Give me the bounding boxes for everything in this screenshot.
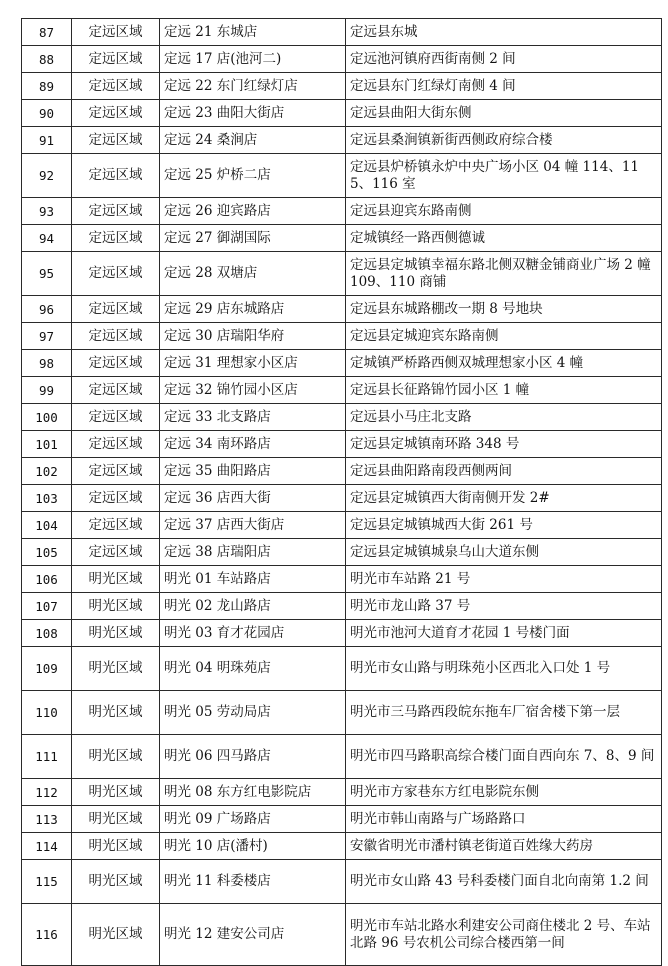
store-address: 明光市女山路 43 号科委楼门面自北向南第 1.2 间 xyxy=(346,860,662,904)
store-address: 明光市池河大道育才花园 1 号楼门面 xyxy=(346,620,662,647)
store-name: 定远 23 曲阳大街店 xyxy=(160,100,346,127)
store-region: 定远区域 xyxy=(72,225,160,252)
store-address: 定远县曲阳大街东侧 xyxy=(346,100,662,127)
store-name: 明光 09 广场路店 xyxy=(160,806,346,833)
store-address: 定远县东门红绿灯南侧 4 间 xyxy=(346,73,662,100)
table-row xyxy=(22,404,662,431)
store-number: 94 xyxy=(22,225,72,252)
store-region: 明光区域 xyxy=(72,620,160,647)
store-name: 定远 32 锦竹园小区店 xyxy=(160,377,346,404)
table-row xyxy=(22,833,662,860)
store-name: 明光 08 东方红电影院店 xyxy=(160,779,346,806)
store-number: 92 xyxy=(22,154,72,198)
store-name: 明光 01 车站路店 xyxy=(160,566,346,593)
store-address: 定远县炉桥镇永炉中央广场小区 04 幢 114、115、116 室 xyxy=(346,154,662,198)
store-address: 定远县定城镇南环路 348 号 xyxy=(346,431,662,458)
store-number: 93 xyxy=(22,198,72,225)
table-row xyxy=(22,198,662,225)
store-name: 定远 26 迎宾路店 xyxy=(160,198,346,225)
table-row xyxy=(22,620,662,647)
store-number: 103 xyxy=(22,485,72,512)
store-number: 104 xyxy=(22,512,72,539)
table-row xyxy=(22,431,662,458)
table-row xyxy=(22,323,662,350)
store-address: 定远县定城镇城泉乌山大道东侧 xyxy=(346,539,662,566)
store-region: 定远区域 xyxy=(72,154,160,198)
store-number: 96 xyxy=(22,296,72,323)
store-address: 明光市女山路与明珠苑小区西北入口处 1 号 xyxy=(346,647,662,691)
table-row xyxy=(22,100,662,127)
store-address: 定远县定城镇西大街南侧开发 2# xyxy=(346,485,662,512)
table-row xyxy=(22,19,662,46)
table-row xyxy=(22,127,662,154)
store-number: 115 xyxy=(22,860,72,904)
store-number: 97 xyxy=(22,323,72,350)
store-address: 定远县迎宾东路南侧 xyxy=(346,198,662,225)
store-number: 100 xyxy=(22,404,72,431)
store-number: 112 xyxy=(22,779,72,806)
store-number: 116 xyxy=(22,904,72,966)
store-number: 106 xyxy=(22,566,72,593)
store-name: 明光 05 劳动局店 xyxy=(160,691,346,735)
table-row xyxy=(22,296,662,323)
store-number: 87 xyxy=(22,19,72,46)
store-name: 定远 38 店瑞阳店 xyxy=(160,539,346,566)
store-number: 88 xyxy=(22,46,72,73)
store-address: 明光市车站北路水利建安公司商住楼北 2 号、车站北路 96 号农机公司综合楼西第一间 xyxy=(346,904,662,966)
store-region: 明光区域 xyxy=(72,904,160,966)
store-region: 定远区域 xyxy=(72,100,160,127)
store-address: 明光市车站路 21 号 xyxy=(346,566,662,593)
store-name: 定远 31 理想家小区店 xyxy=(160,350,346,377)
table-row xyxy=(22,539,662,566)
store-address: 明光市方家巷东方红电影院东侧 xyxy=(346,779,662,806)
store-region: 定远区域 xyxy=(72,19,160,46)
store-address: 明光市韩山南路与广场路路口 xyxy=(346,806,662,833)
store-region: 明光区域 xyxy=(72,593,160,620)
table-row xyxy=(22,593,662,620)
store-region: 明光区域 xyxy=(72,779,160,806)
table-row xyxy=(22,458,662,485)
store-region: 定远区域 xyxy=(72,198,160,225)
table-row xyxy=(22,377,662,404)
store-number: 110 xyxy=(22,691,72,735)
table-row xyxy=(22,904,662,966)
store-name: 明光 10 店(潘村) xyxy=(160,833,346,860)
store-number: 95 xyxy=(22,252,72,296)
store-address: 明光市龙山路 37 号 xyxy=(346,593,662,620)
store-address: 定远池河镇府西街南侧 2 间 xyxy=(346,46,662,73)
store-region: 定远区域 xyxy=(72,350,160,377)
store-table xyxy=(21,18,662,966)
store-name: 定远 35 曲阳路店 xyxy=(160,458,346,485)
store-name: 明光 04 明珠苑店 xyxy=(160,647,346,691)
store-address: 明光市三马路西段皖东拖车厂宿舍楼下第一层 xyxy=(346,691,662,735)
store-name: 明光 02 龙山路店 xyxy=(160,593,346,620)
store-number: 102 xyxy=(22,458,72,485)
store-table-body xyxy=(22,19,662,966)
store-address: 定远县定城镇幸福东路北侧双糖金铺商业广场 2 幢 109、110 商铺 xyxy=(346,252,662,296)
store-region: 明光区域 xyxy=(72,691,160,735)
store-number: 89 xyxy=(22,73,72,100)
store-address: 定远县东城路棚改一期 8 号地块 xyxy=(346,296,662,323)
store-address: 定远县桑涧镇新街西侧政府综合楼 xyxy=(346,127,662,154)
store-name: 明光 03 育才花园店 xyxy=(160,620,346,647)
store-region: 明光区域 xyxy=(72,833,160,860)
store-name: 定远 22 东门红绿灯店 xyxy=(160,73,346,100)
store-region: 定远区域 xyxy=(72,127,160,154)
store-address: 定远县长征路锦竹园小区 1 幢 xyxy=(346,377,662,404)
store-name: 定远 24 桑涧店 xyxy=(160,127,346,154)
store-address: 安徽省明光市潘村镇老街道百姓缘大药房 xyxy=(346,833,662,860)
store-name: 定远 36 店西大街 xyxy=(160,485,346,512)
store-region: 明光区域 xyxy=(72,566,160,593)
table-row xyxy=(22,779,662,806)
store-region: 定远区域 xyxy=(72,539,160,566)
table-row xyxy=(22,46,662,73)
store-address: 定远县东城 xyxy=(346,19,662,46)
table-row xyxy=(22,154,662,198)
store-address: 明光市四马路职高综合楼门面自西向东 7、8、9 间 xyxy=(346,735,662,779)
store-name: 定远 30 店瑞阳华府 xyxy=(160,323,346,350)
table-row xyxy=(22,806,662,833)
store-name: 定远 25 炉桥二店 xyxy=(160,154,346,198)
store-address: 定城镇严桥路西侧双城理想家小区 4 幢 xyxy=(346,350,662,377)
store-region: 明光区域 xyxy=(72,806,160,833)
store-name: 定远 28 双塘店 xyxy=(160,252,346,296)
store-address: 定远县定城镇城西大街 261 号 xyxy=(346,512,662,539)
store-number: 101 xyxy=(22,431,72,458)
store-region: 定远区域 xyxy=(72,431,160,458)
store-region: 明光区域 xyxy=(72,860,160,904)
store-name: 定远 27 御湖国际 xyxy=(160,225,346,252)
store-region: 定远区域 xyxy=(72,252,160,296)
store-region: 明光区域 xyxy=(72,735,160,779)
store-address: 定远县小马庄北支路 xyxy=(346,404,662,431)
store-region: 定远区域 xyxy=(72,46,160,73)
store-name: 定远 17 店(池河二) xyxy=(160,46,346,73)
table-row xyxy=(22,647,662,691)
table-row xyxy=(22,566,662,593)
store-name: 定远 29 店东城路店 xyxy=(160,296,346,323)
table-row xyxy=(22,225,662,252)
store-name: 定远 33 北支路店 xyxy=(160,404,346,431)
store-number: 113 xyxy=(22,806,72,833)
store-number: 114 xyxy=(22,833,72,860)
table-row xyxy=(22,512,662,539)
store-number: 109 xyxy=(22,647,72,691)
store-name: 明光 06 四马路店 xyxy=(160,735,346,779)
store-number: 98 xyxy=(22,350,72,377)
table-row xyxy=(22,252,662,296)
store-number: 107 xyxy=(22,593,72,620)
store-name: 明光 12 建安公司店 xyxy=(160,904,346,966)
store-region: 定远区域 xyxy=(72,404,160,431)
store-region: 定远区域 xyxy=(72,323,160,350)
table-row xyxy=(22,350,662,377)
store-name: 定远 21 东城店 xyxy=(160,19,346,46)
table-row xyxy=(22,860,662,904)
store-region: 定远区域 xyxy=(72,73,160,100)
store-name: 明光 11 科委楼店 xyxy=(160,860,346,904)
store-address: 定远县曲阳路南段西侧两间 xyxy=(346,458,662,485)
store-number: 105 xyxy=(22,539,72,566)
table-row xyxy=(22,485,662,512)
store-region: 定远区域 xyxy=(72,377,160,404)
table-row xyxy=(22,73,662,100)
store-name: 定远 34 南环路店 xyxy=(160,431,346,458)
store-address: 定远县定城迎宾东路南侧 xyxy=(346,323,662,350)
store-number: 111 xyxy=(22,735,72,779)
store-name: 定远 37 店西大街店 xyxy=(160,512,346,539)
store-region: 定远区域 xyxy=(72,485,160,512)
store-address: 定城镇经一路西侧德诚 xyxy=(346,225,662,252)
table-row xyxy=(22,735,662,779)
store-region: 定远区域 xyxy=(72,296,160,323)
store-number: 108 xyxy=(22,620,72,647)
table-row xyxy=(22,691,662,735)
store-region: 明光区域 xyxy=(72,647,160,691)
store-region: 定远区域 xyxy=(72,512,160,539)
store-number: 90 xyxy=(22,100,72,127)
store-region: 定远区域 xyxy=(72,458,160,485)
store-number: 99 xyxy=(22,377,72,404)
store-number: 91 xyxy=(22,127,72,154)
